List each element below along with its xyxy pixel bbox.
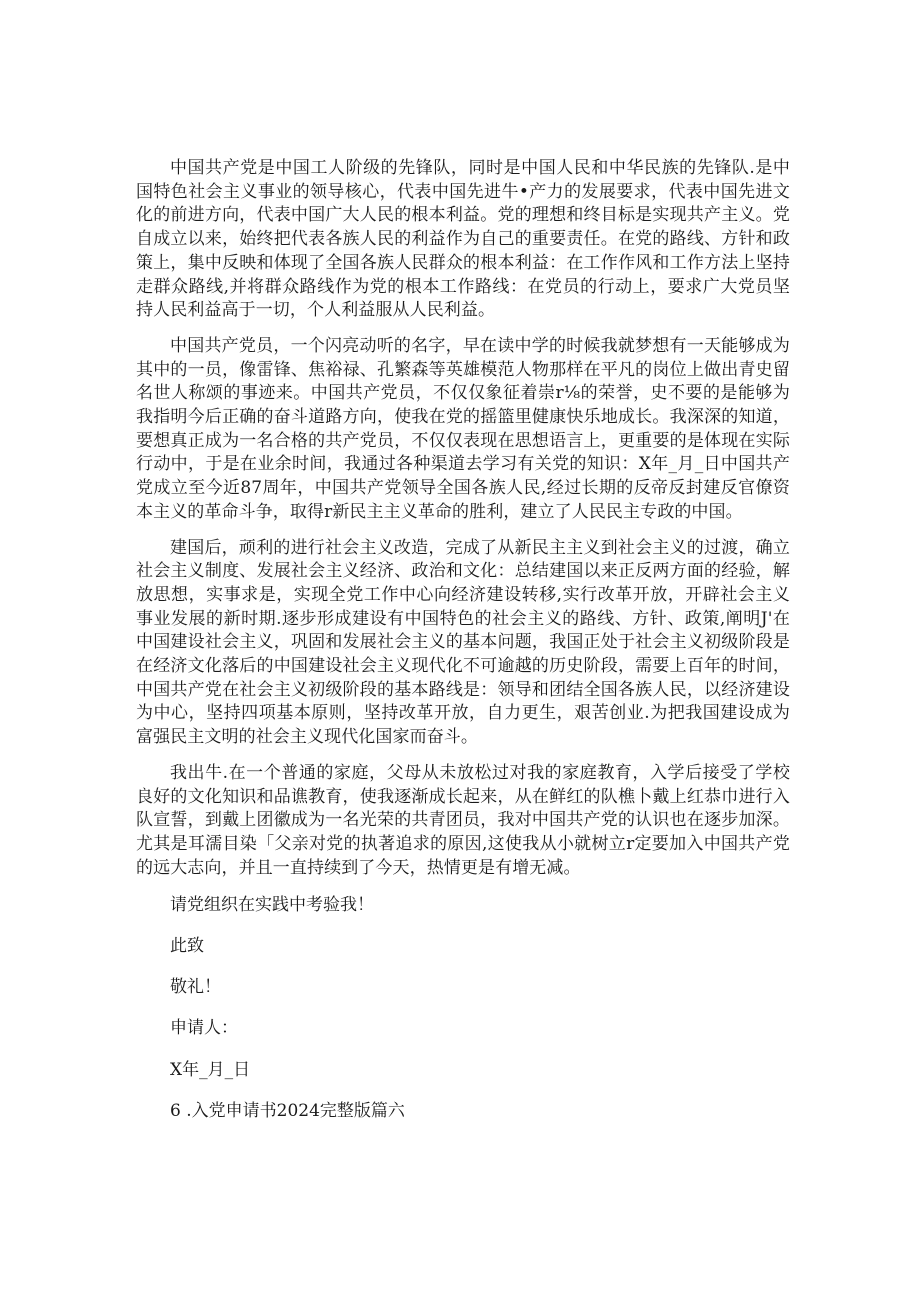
- regards-line: 敬礼！: [170, 977, 221, 998]
- date-line: X年_月_日: [170, 1060, 251, 1081]
- paragraph-post-founding-history: 建国后，顽利的进行社会主义改造，完成了从新民主主义到社会主义的过渡，确立社会主义制度、发展社会主义经济、政治和文化：总结建国以来正反两方面的经验，解放思想，实事求是，实现全党工作中心向经济建设转移,实行改革开放，开辟社会主义事业发展的新时期.逐步形成建设有中国特色的社会主义的路线、方针、政策,阐明J'在中国建设社会主义，巩固和发展社会主义的基本问题，我国正处于社会主义初级阶段是在经济文化落后的中国建设社会主义现代化不可逾越的历史阶段，需要上百年的时间，中国共产党在社会主义初级阶段的基本路线是：领导和团结全国各族人民，以经济建设为中心，坚持四项基本原则，坚持改革开放，自力更生，艰苦创业.为把我国建设成为富强民主文明的社会主义现代化国家而奋斗。: [136, 537, 790, 748]
- applicant-line: 申请人：: [170, 1018, 238, 1039]
- paragraph-personal-background: 我出牛.在一个普通的家庭，父母从未放松过对我的家庭教育，入学后接受了学校良好的文化知识和品谯教育，使我逐渐成长起来，从在鲜红的队樵卜戴上红恭巾进行入队宣誓，到戴上团徽成为一名光荣的共青团员，我对中国共产党的认识也在逐步加深。尤其是耳濡目染「父亲对党的执著追求的原因,这使我从小就树立r定要加入中国共产党的远大志向，并且一直持续到了今天，热情更是有增无减。: [136, 762, 790, 878]
- appeal-line: 请党组织在实践中考验我！: [170, 895, 374, 916]
- document-page: [136, 157, 790, 1123]
- next-section-heading: 6 .入党申请书2024完整版篇六: [170, 1101, 405, 1122]
- salutation-line: 此致: [170, 936, 204, 957]
- paragraph-party-nature: 中国共产党是中国工人阶级的先锋队，同时是中国人民和中华民族的先锋队.是中国特色社会主义事业的领导核心，代表中国先进牛•产力的发展要求，代表中国先进文化的前进方向，代表中国广大人民的根本利益。党的理想和终目标是实现共产主义。党自成立以来，始终把代表各族人民的利益作为自己的重要责任。在党的路线、方针和政策上，集中反映和体现了全国各族人民群众的根本利益：在工作作风和工作方法上坚持走群众路线,并将群众路线作为党的根本工作路线：在党员的行动上，要求广大党员坚持人民利益高于一切，个人利益服从人民利益。: [136, 158, 790, 321]
- paragraph-party-member-aspiration: 中国共产党员，一个闪亮动听的名字，早在读中学的时候我就梦想有一天能够成为其中的一员，像雷锋、焦裕禄、孔繁森等英雄模范人物那样在平凡的岗位上做出青史留名世人称颂的事迹来。中国共产党员，不仅仅象征着崇r⅛的荣誉，史不要的是能够为我指明今后正确的奋斗道路方向，使我在党的摇篮里健康快乐地成长。我深深的知道，要想真正成为一名合格的共产党员，不仅仅表现在思想语言上，更重要的是体现在实际行动中，于是在业余时间，我通过各种渠道去学习有关党的知识：X年_月_日中国共产党成立至今近87周年，中国共产党领导全国各族人民,经过长期的反帝反封建反官僚资本主义的革命斗争，取得r新民主主义革命的胜利，建立了人民民主专政的中国。: [136, 335, 790, 522]
